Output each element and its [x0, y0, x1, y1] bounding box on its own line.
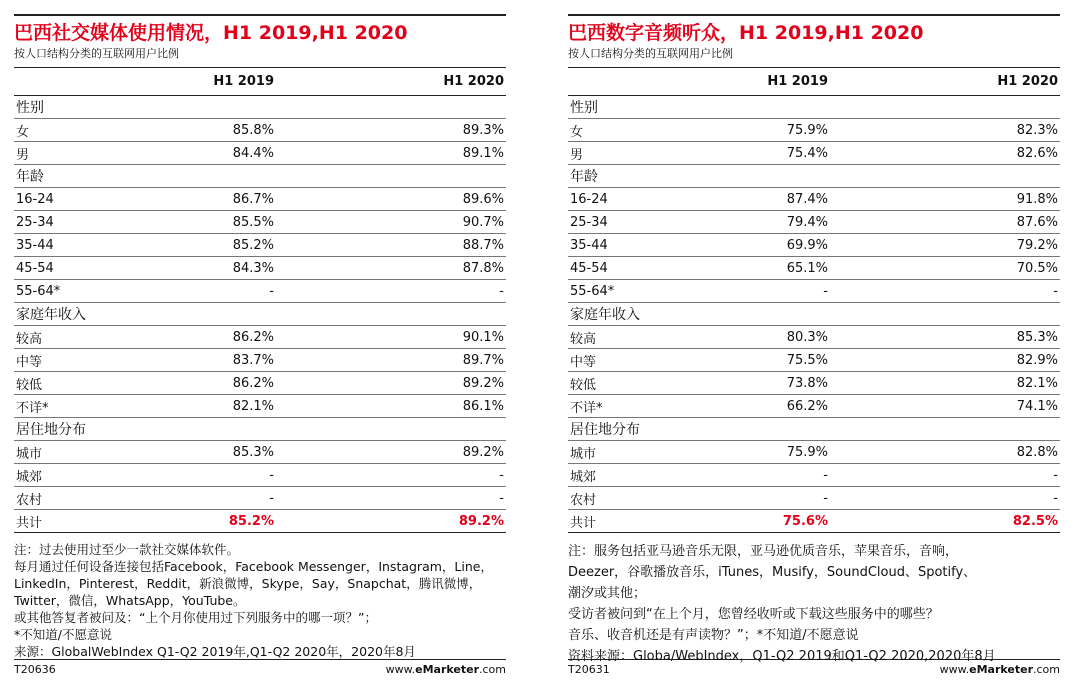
data-table [568, 68, 1060, 533]
header-h1-2019: H1 2019 [152, 68, 302, 96]
value-h1-2019: 84.3% [152, 257, 302, 280]
value-h1-2020: 89.2% [302, 441, 506, 464]
top-rule [14, 14, 506, 16]
footnote-line: LinkedIn，Pinterest，Reddit，新浪微博，Skype，Say，Snapchat，腾讯微博， [14, 576, 482, 591]
table-row [568, 211, 1060, 234]
row-label: 35-44 [14, 234, 152, 257]
value-h1-2019: - [706, 487, 856, 510]
table-row [568, 418, 1060, 441]
row-label: 女 [568, 119, 706, 142]
row-label: 16-24 [568, 188, 706, 211]
value-h1-2019 [152, 418, 302, 441]
footnote-line: 受访者被问到“在上个月，您曾经收听或下载这些服务中的哪些？ [568, 607, 939, 622]
row-label: 年龄 [568, 165, 706, 188]
footer [14, 660, 506, 676]
footnote-line: 来源：GlobalWebIndex Q1-Q2 2019年,Q1-Q2 2020年，2020年8月 [14, 644, 416, 659]
value-h1-2020 [302, 165, 506, 188]
table-row [14, 303, 506, 326]
value-h1-2020: 89.3% [302, 119, 506, 142]
table-row [14, 165, 506, 188]
value-h1-2019: - [152, 464, 302, 487]
header-label-cell [14, 68, 152, 96]
row-label: 城郊 [14, 464, 152, 487]
footnotes [568, 533, 1060, 664]
table-body [14, 96, 506, 533]
value-h1-2020: - [856, 487, 1060, 510]
table-row [568, 119, 1060, 142]
value-h1-2020: 89.2% [302, 372, 506, 395]
table-row [568, 142, 1060, 165]
value-h1-2019: 69.9% [706, 234, 856, 257]
value-h1-2019: 82.1% [152, 395, 302, 418]
table-row [14, 142, 506, 165]
row-label: 45-54 [568, 257, 706, 280]
table-header-row [568, 68, 1060, 96]
value-h1-2019 [706, 303, 856, 326]
row-label: 较低 [14, 372, 152, 395]
footnote-line: *不知道/不愿意说 [14, 627, 112, 642]
value-h1-2020: - [856, 464, 1060, 487]
row-label: 居住地分布 [14, 418, 152, 441]
footnote-line: Twitter，微信，WhatsApp，YouTube。 [14, 593, 246, 608]
footnote-line: 注：过去使用过至少一款社交媒体软件。 [14, 542, 240, 557]
value-h1-2020: 89.2% [302, 510, 506, 533]
value-h1-2020: 87.8% [302, 257, 506, 280]
brand-url[interactable]: www.eMarketer.com [385, 663, 506, 676]
value-h1-2020: 91.8% [856, 188, 1060, 211]
table-row [568, 441, 1060, 464]
table-row [568, 234, 1060, 257]
table-row [14, 280, 506, 303]
value-h1-2020: 74.1% [856, 395, 1060, 418]
footnote-line: 或其他答复者被问及：“上个月你使用过下列服务中的哪一项？”； [14, 610, 377, 625]
value-h1-2020: 89.6% [302, 188, 506, 211]
value-h1-2020: 89.7% [302, 349, 506, 372]
table-row [568, 510, 1060, 533]
row-label: 男 [568, 142, 706, 165]
table-row [14, 349, 506, 372]
table-row [14, 487, 506, 510]
value-h1-2019: 66.2% [706, 395, 856, 418]
row-label: 25-34 [14, 211, 152, 234]
value-h1-2019: 87.4% [706, 188, 856, 211]
footnote-line: 每月通过任何设备连接包括Facebook，Facebook Messenger，Instagram，Line， [14, 559, 493, 574]
table-code: T20636 [14, 663, 56, 676]
row-label: 性别 [14, 96, 152, 119]
value-h1-2019: - [706, 464, 856, 487]
value-h1-2019: 85.8% [152, 119, 302, 142]
table-row [14, 372, 506, 395]
row-label: 16-24 [14, 188, 152, 211]
panel-subtitle: 按人口结构分类的互联网用户比例 [568, 46, 1060, 68]
row-label: 25-34 [568, 211, 706, 234]
value-h1-2019 [152, 303, 302, 326]
row-label: 家庭年收入 [14, 303, 152, 326]
row-label: 不详* [568, 395, 706, 418]
row-label: 城市 [568, 441, 706, 464]
value-h1-2019: 86.2% [152, 326, 302, 349]
value-h1-2019: 86.7% [152, 188, 302, 211]
value-h1-2019 [706, 96, 856, 119]
value-h1-2019 [706, 418, 856, 441]
value-h1-2019: 75.9% [706, 119, 856, 142]
row-label: 55-64* [568, 280, 706, 303]
value-h1-2020: 90.1% [302, 326, 506, 349]
value-h1-2020: - [302, 280, 506, 303]
table-row [568, 165, 1060, 188]
footnote-line: 资料来源：Globa/WebIndex，Q1-Q2 2019和Q1-Q2 2020,2020年8月 [568, 649, 996, 664]
header-label-cell [568, 68, 706, 96]
value-h1-2019: 73.8% [706, 372, 856, 395]
value-h1-2019: 80.3% [706, 326, 856, 349]
header-h1-2020: H1 2020 [856, 68, 1060, 96]
row-label: 男 [14, 142, 152, 165]
value-h1-2019: 75.5% [706, 349, 856, 372]
value-h1-2020 [856, 418, 1060, 441]
table-row [568, 464, 1060, 487]
row-label: 女 [14, 119, 152, 142]
table-row [568, 487, 1060, 510]
table-code: T20631 [568, 663, 610, 676]
value-h1-2020: 82.8% [856, 441, 1060, 464]
value-h1-2020 [302, 96, 506, 119]
row-label: 农村 [568, 487, 706, 510]
value-h1-2020: 88.7% [302, 234, 506, 257]
value-h1-2019: - [706, 280, 856, 303]
table-row [568, 395, 1060, 418]
value-h1-2019: 85.5% [152, 211, 302, 234]
row-label: 居住地分布 [568, 418, 706, 441]
table-row [568, 303, 1060, 326]
row-label: 城郊 [568, 464, 706, 487]
footnote-line: Deezer，谷歌播放音乐，iTunes，Musify，SoundCloud、Spotify、 [568, 565, 977, 580]
table-header-row [14, 68, 506, 96]
digital-audio-panel [568, 14, 1060, 686]
row-label: 农村 [14, 487, 152, 510]
row-label: 共计 [14, 510, 152, 533]
footnote-line: 潮汐或其他； [568, 586, 647, 601]
value-h1-2020: 79.2% [856, 234, 1060, 257]
value-h1-2019: - [152, 280, 302, 303]
header-h1-2019: H1 2019 [706, 68, 856, 96]
value-h1-2020: 82.1% [856, 372, 1060, 395]
panel-title: 巴西社交媒体使用情况，H1 2019,H1 2020 [14, 22, 408, 44]
row-label: 共计 [568, 510, 706, 533]
table-row [14, 211, 506, 234]
value-h1-2020: 90.7% [302, 211, 506, 234]
panel-subtitle: 按人口结构分类的互联网用户比例 [14, 46, 506, 68]
value-h1-2020: 85.3% [856, 326, 1060, 349]
table-row [568, 280, 1060, 303]
value-h1-2019: 85.2% [152, 510, 302, 533]
table-row [14, 96, 506, 119]
table-row [14, 418, 506, 441]
value-h1-2019 [152, 96, 302, 119]
value-h1-2020 [856, 96, 1060, 119]
value-h1-2019: 75.4% [706, 142, 856, 165]
value-h1-2019: 85.2% [152, 234, 302, 257]
table-body [568, 96, 1060, 533]
value-h1-2020: - [856, 280, 1060, 303]
row-label: 55-64* [14, 280, 152, 303]
value-h1-2020 [856, 303, 1060, 326]
panel-title: 巴西数字音频听众，H1 2019,H1 2020 [568, 22, 924, 44]
table-row [14, 441, 506, 464]
table-row [14, 234, 506, 257]
row-label: 35-44 [568, 234, 706, 257]
value-h1-2020: 89.1% [302, 142, 506, 165]
table-row [14, 395, 506, 418]
row-label: 家庭年收入 [568, 303, 706, 326]
value-h1-2020: 87.6% [856, 211, 1060, 234]
value-h1-2019: 75.9% [706, 441, 856, 464]
table-row [568, 349, 1060, 372]
table-row [568, 326, 1060, 349]
table-row [568, 257, 1060, 280]
value-h1-2019: 84.4% [152, 142, 302, 165]
value-h1-2020: - [302, 487, 506, 510]
value-h1-2020: 82.9% [856, 349, 1060, 372]
table-row [568, 96, 1060, 119]
value-h1-2020: 70.5% [856, 257, 1060, 280]
table-row [14, 510, 506, 533]
row-label: 性别 [568, 96, 706, 119]
row-label: 较高 [14, 326, 152, 349]
table-row [14, 464, 506, 487]
table-row [14, 119, 506, 142]
row-label: 45-54 [14, 257, 152, 280]
row-label: 较低 [568, 372, 706, 395]
value-h1-2020: 86.1% [302, 395, 506, 418]
header-h1-2020: H1 2020 [302, 68, 506, 96]
value-h1-2019: 85.3% [152, 441, 302, 464]
value-h1-2020 [856, 165, 1060, 188]
value-h1-2019: 79.4% [706, 211, 856, 234]
value-h1-2019: - [152, 487, 302, 510]
social-media-panel [14, 14, 506, 686]
table-row [14, 257, 506, 280]
brand-url[interactable]: www.eMarketer.com [939, 663, 1060, 676]
table-row [14, 326, 506, 349]
value-h1-2020 [302, 418, 506, 441]
value-h1-2020: 82.6% [856, 142, 1060, 165]
row-label: 较高 [568, 326, 706, 349]
value-h1-2020 [302, 303, 506, 326]
row-label: 年龄 [14, 165, 152, 188]
value-h1-2019: 75.6% [706, 510, 856, 533]
value-h1-2019: 65.1% [706, 257, 856, 280]
value-h1-2019: 86.2% [152, 372, 302, 395]
footnotes [14, 533, 506, 660]
value-h1-2020: 82.5% [856, 510, 1060, 533]
value-h1-2019 [152, 165, 302, 188]
footnote-line: 注：服务包括亚马逊音乐无限，亚马逊优质音乐，苹果音乐，音响， [568, 544, 959, 559]
value-h1-2019 [706, 165, 856, 188]
value-h1-2019: 83.7% [152, 349, 302, 372]
table-row [568, 372, 1060, 395]
top-rule [568, 14, 1060, 16]
value-h1-2020: - [302, 464, 506, 487]
value-h1-2020: 82.3% [856, 119, 1060, 142]
data-table [14, 68, 506, 533]
table-row [568, 188, 1060, 211]
footnote-line: 音乐、收音机还是有声读物？”；*不知道/不愿意说 [568, 628, 859, 643]
row-label: 中等 [14, 349, 152, 372]
table-row [14, 188, 506, 211]
row-label: 城市 [14, 441, 152, 464]
row-label: 中等 [568, 349, 706, 372]
row-label: 不详* [14, 395, 152, 418]
